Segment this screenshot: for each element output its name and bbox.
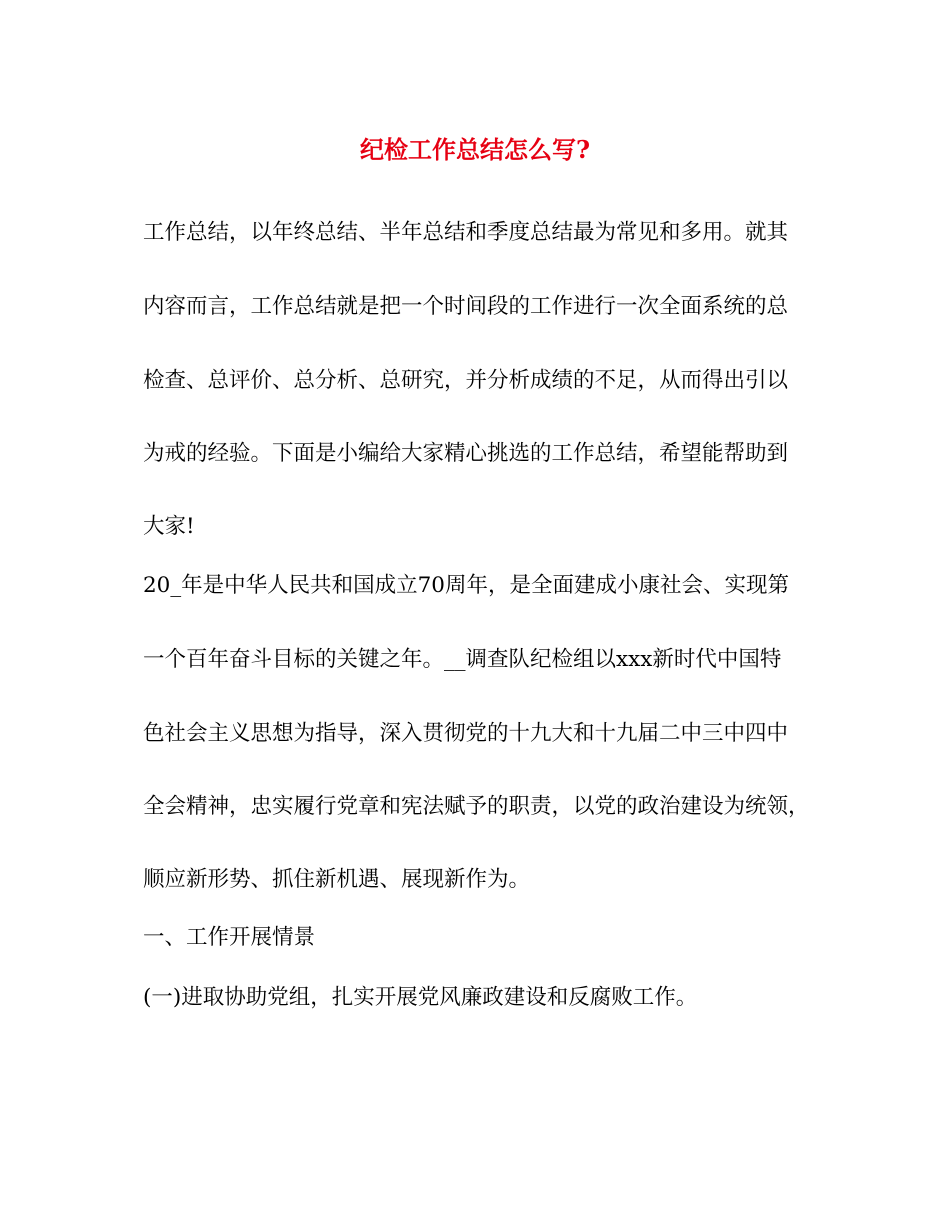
paragraph-line: 大家! xyxy=(143,514,195,539)
paragraph-line: 顺应新形势、抓住新机遇、展现新作为。 xyxy=(143,867,531,892)
paragraph-line: 20_年是中华人民共和国成立70周年，是全面建成小康社会、实现第 xyxy=(143,573,789,598)
paragraph-line: 全会精神，忠实履行党章和宪法赋予的职责，以党的政治建设为统领， xyxy=(143,794,810,819)
subsection-heading: (一)进取协助党组，扎实开展党风廉政建设和反腐败工作。 xyxy=(143,985,698,1010)
paragraph-line: 工作总结，以年终总结、半年总结和季度总结最为常见和多用。就其 xyxy=(143,220,789,245)
document-title: 纪检工作总结怎么写? xyxy=(359,135,591,164)
paragraph-line: 内容而言，工作总结就是把一个时间段的工作进行一次全面系统的总 xyxy=(143,294,789,319)
paragraph-line: 色社会主义思想为指导，深入贯彻党的十九大和十九届二中三中四中 xyxy=(143,721,789,746)
paragraph-line: 为戒的经验。下面是小编给大家精心挑选的工作总结，希望能帮助到 xyxy=(143,441,789,466)
paragraph-line: 检查、总评价、总分析、总研究，并分析成绩的不足，从而得出引以 xyxy=(143,368,789,393)
paragraph-line: 一个百年奋斗目标的关键之年。__调查队纪检组以xxx新时代中国特 xyxy=(143,647,782,672)
section-heading: 一、工作开展情景 xyxy=(143,925,316,950)
